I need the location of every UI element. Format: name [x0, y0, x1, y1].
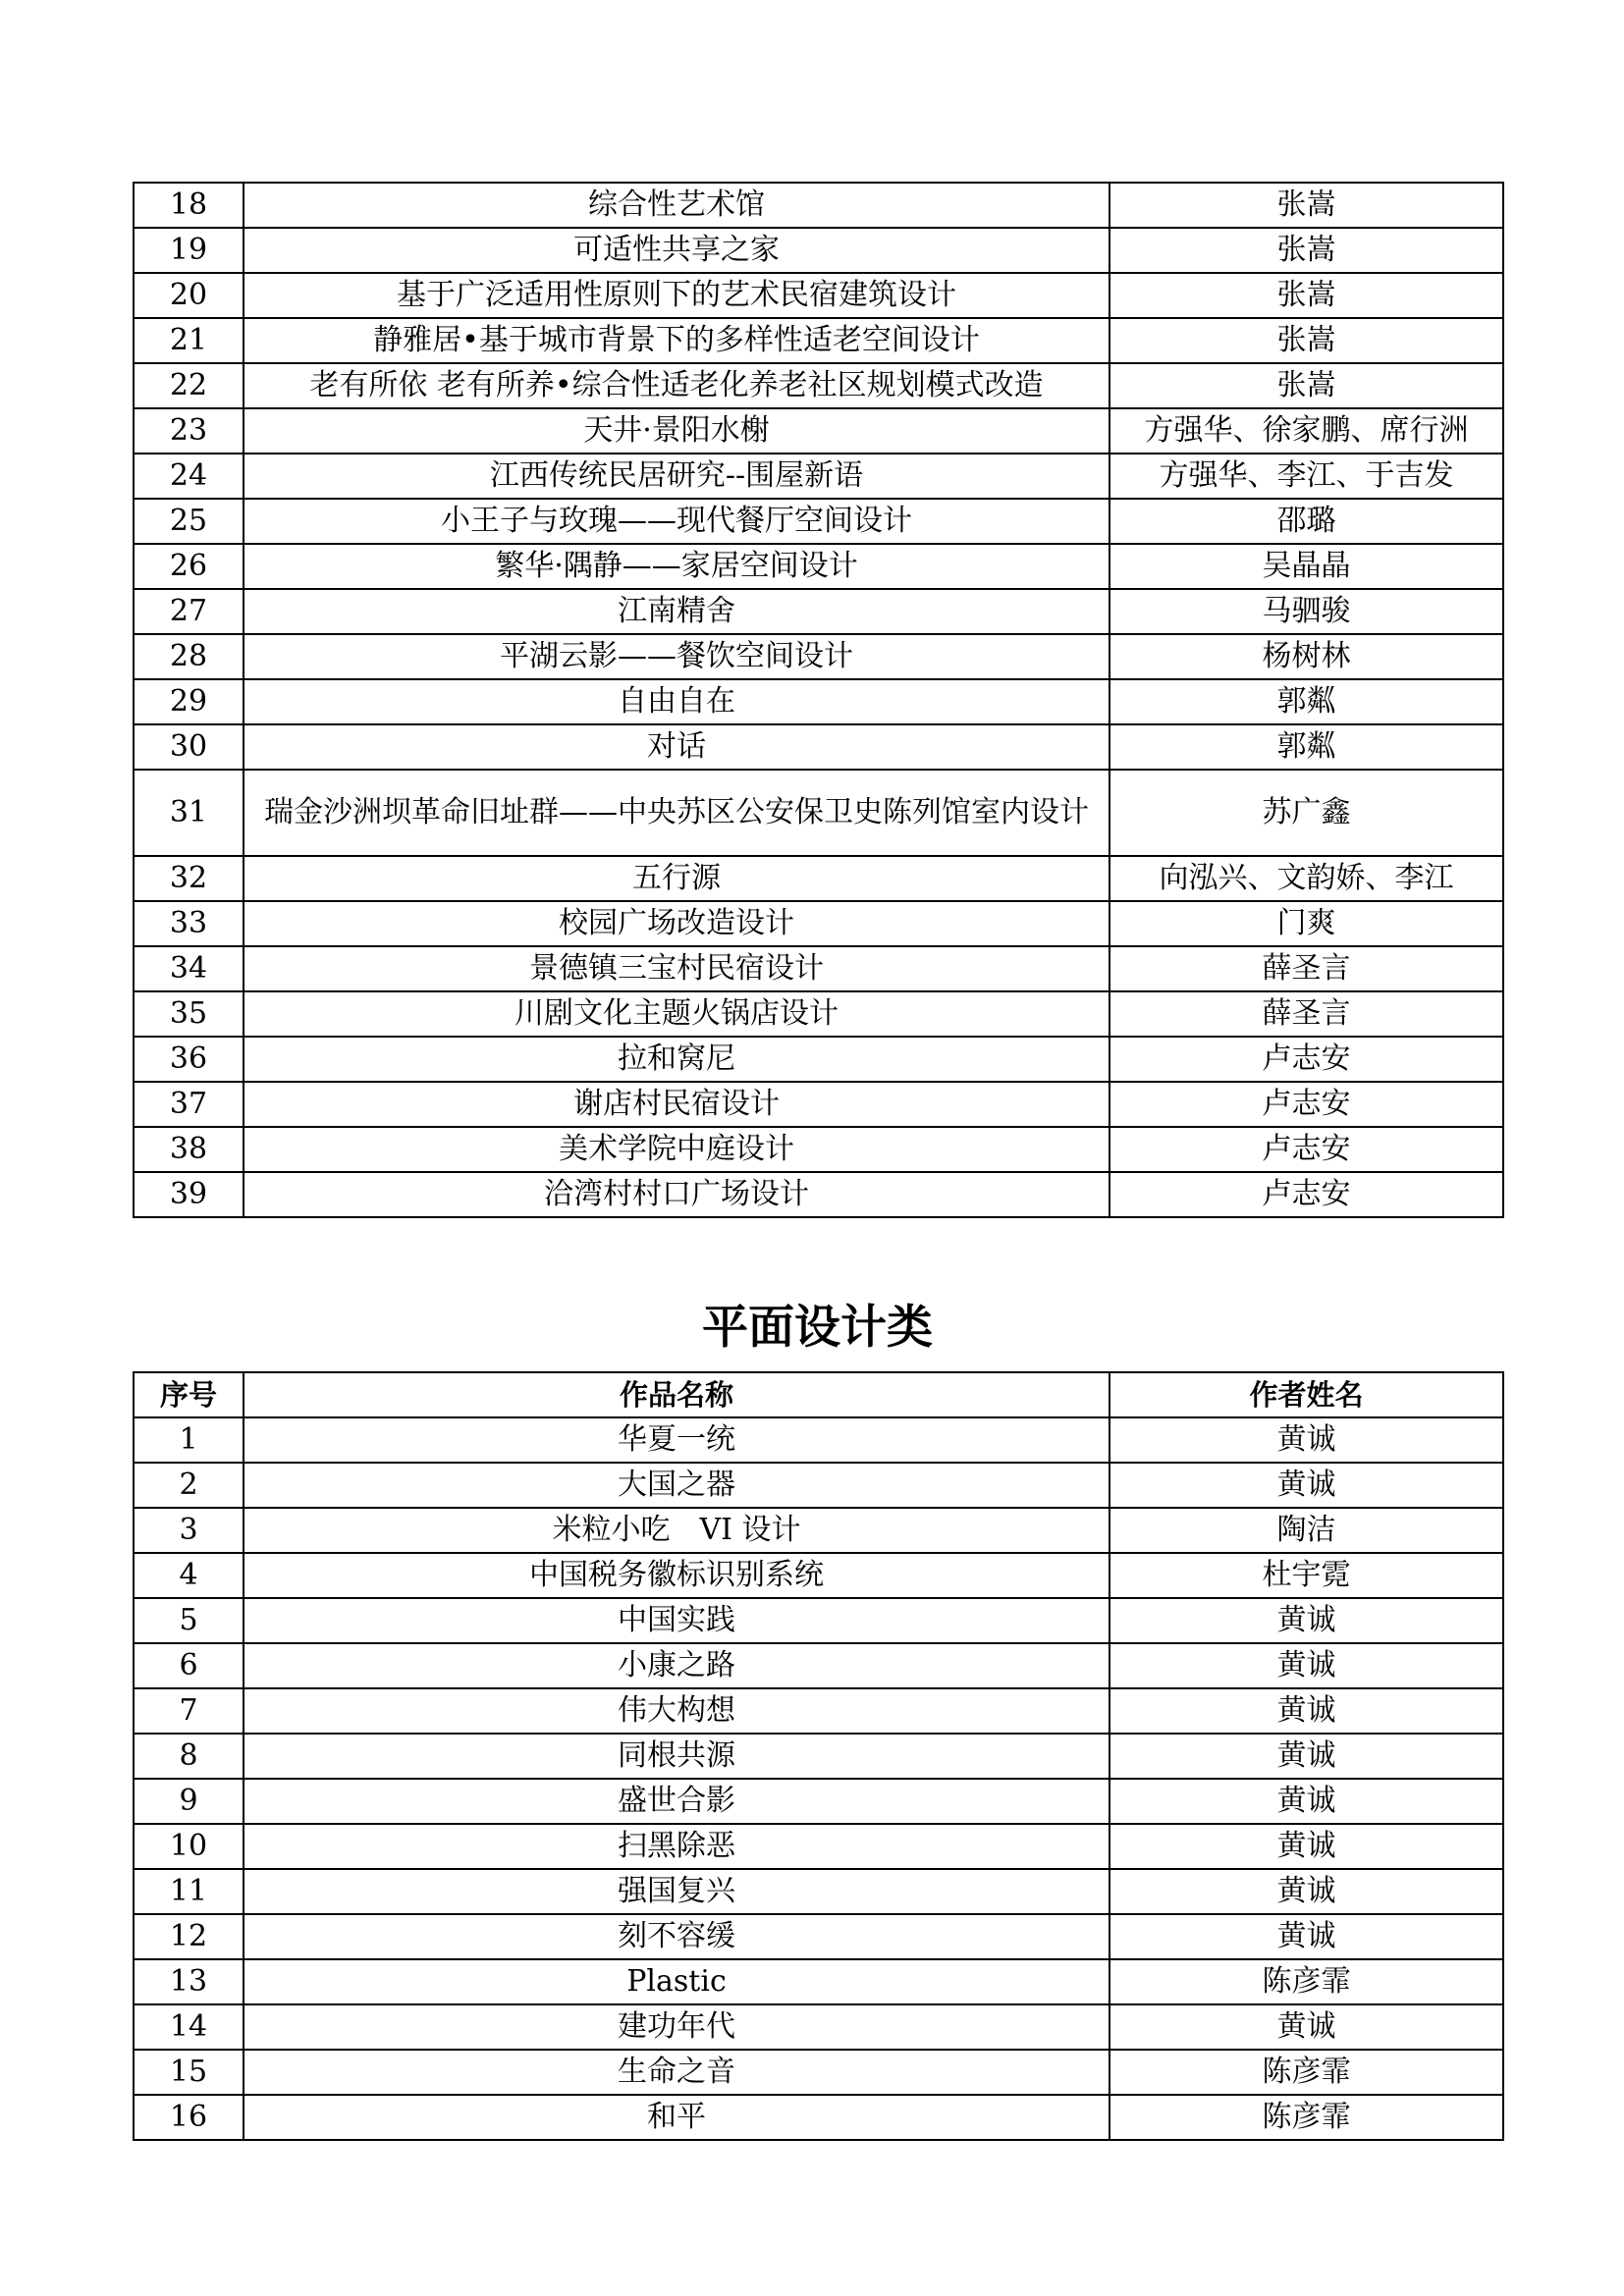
work-title: 五行源	[244, 856, 1110, 901]
work-title: 江西传统民居研究--围屋新语	[244, 454, 1110, 499]
author-name: 黄诚	[1110, 1779, 1503, 1824]
row-number: 1	[134, 1417, 244, 1463]
section-heading-graphic-design: 平面设计类	[702, 1301, 933, 1355]
row-number: 2	[134, 1463, 244, 1508]
row-number: 9	[134, 1779, 244, 1824]
table-row	[134, 544, 1503, 589]
work-title: 静雅居•基于城市背景下的多样性适老空间设计	[244, 318, 1110, 363]
header-number: 序号	[134, 1372, 244, 1417]
author-name: 薛圣言	[1110, 991, 1503, 1037]
work-title: 中国税务徽标识别系统	[244, 1553, 1110, 1598]
author-name: 杜宇霓	[1110, 1553, 1503, 1598]
row-number: 10	[134, 1824, 244, 1869]
work-title: 自由自在	[244, 679, 1110, 724]
table-row	[134, 408, 1503, 454]
row-number: 34	[134, 946, 244, 991]
table-row	[134, 991, 1503, 1037]
table-header-row	[134, 1372, 1503, 1417]
row-number: 39	[134, 1172, 244, 1217]
author-name: 马驷骏	[1110, 589, 1503, 634]
author-name: 方强华、徐家鹏、席行洲	[1110, 408, 1503, 454]
table-row	[134, 1082, 1503, 1127]
work-title: 校园广场改造设计	[244, 901, 1110, 946]
row-number: 12	[134, 1914, 244, 1959]
table-header	[134, 1372, 1503, 1417]
table-row	[134, 1463, 1503, 1508]
interior-design-table	[133, 182, 1504, 1218]
work-title: 生命之音	[244, 2050, 1110, 2095]
work-title: 洽湾村村口广场设计	[244, 1172, 1110, 1217]
author-name: 郭粼	[1110, 679, 1503, 724]
author-name: 陈彦霏	[1110, 2095, 1503, 2140]
table-row	[134, 901, 1503, 946]
work-title: 老有所依 老有所养•综合性适老化养老社区规划模式改造	[244, 363, 1110, 408]
table-row	[134, 856, 1503, 901]
author-name: 郭粼	[1110, 724, 1503, 770]
row-number: 6	[134, 1643, 244, 1688]
row-number: 14	[134, 2004, 244, 2050]
author-name: 门爽	[1110, 901, 1503, 946]
work-title: 江南精舍	[244, 589, 1110, 634]
table-row	[134, 1824, 1503, 1869]
table-row	[134, 1643, 1503, 1688]
table-row	[134, 1172, 1503, 1217]
row-number: 35	[134, 991, 244, 1037]
row-number: 19	[134, 228, 244, 273]
author-name: 黄诚	[1110, 1417, 1503, 1463]
table-row	[134, 228, 1503, 273]
table-row	[134, 183, 1503, 228]
row-number: 28	[134, 634, 244, 679]
table-row	[134, 273, 1503, 318]
row-number: 5	[134, 1598, 244, 1643]
row-number: 4	[134, 1553, 244, 1598]
table-row	[134, 1553, 1503, 1598]
graphic-design-table	[133, 1371, 1504, 2141]
work-title: 瑞金沙洲坝革命旧址群——中央苏区公安保卫史陈列馆室内设计	[244, 770, 1110, 856]
row-number: 36	[134, 1037, 244, 1082]
row-number: 13	[134, 1959, 244, 2004]
row-number: 30	[134, 724, 244, 770]
table-row	[134, 318, 1503, 363]
author-name: 陶洁	[1110, 1508, 1503, 1553]
table-row	[134, 1734, 1503, 1779]
row-number: 16	[134, 2095, 244, 2140]
author-name: 杨树林	[1110, 634, 1503, 679]
work-title: 刻不容缓	[244, 1914, 1110, 1959]
author-name: 黄诚	[1110, 1824, 1503, 1869]
row-number: 31	[134, 770, 244, 856]
table-row	[134, 1598, 1503, 1643]
row-number: 15	[134, 2050, 244, 2095]
table-row	[134, 1037, 1503, 1082]
table-row	[134, 499, 1503, 544]
work-title: 强国复兴	[244, 1869, 1110, 1914]
author-name: 黄诚	[1110, 1688, 1503, 1734]
work-title: 华夏一统	[244, 1417, 1110, 1463]
work-title: 景德镇三宝村民宿设计	[244, 946, 1110, 991]
author-name: 苏广鑫	[1110, 770, 1503, 856]
table-row	[134, 1914, 1503, 1959]
table-row	[134, 946, 1503, 991]
header-work-title: 作品名称	[244, 1372, 1110, 1417]
table-row	[134, 2004, 1503, 2050]
table-row	[134, 1869, 1503, 1914]
table-row	[134, 1508, 1503, 1553]
author-name: 张嵩	[1110, 318, 1503, 363]
row-number: 22	[134, 363, 244, 408]
row-number: 8	[134, 1734, 244, 1779]
work-title: 和平	[244, 2095, 1110, 2140]
header-author-name: 作者姓名	[1110, 1372, 1503, 1417]
work-title: 平湖云影——餐饮空间设计	[244, 634, 1110, 679]
author-name: 卢志安	[1110, 1082, 1503, 1127]
table-row	[134, 1127, 1503, 1172]
author-name: 黄诚	[1110, 1463, 1503, 1508]
interior-table-body	[134, 183, 1503, 1217]
row-number: 25	[134, 499, 244, 544]
table-row	[134, 679, 1503, 724]
work-title: 大国之器	[244, 1463, 1110, 1508]
author-name: 邵璐	[1110, 499, 1503, 544]
author-name: 黄诚	[1110, 2004, 1503, 2050]
author-name: 黄诚	[1110, 1734, 1503, 1779]
work-title: Plastic	[244, 1959, 1110, 2004]
table-row	[134, 770, 1503, 856]
row-number: 37	[134, 1082, 244, 1127]
author-name: 卢志安	[1110, 1127, 1503, 1172]
graphic-table-body	[134, 1417, 1503, 2140]
row-number: 20	[134, 273, 244, 318]
work-title: 小康之路	[244, 1643, 1110, 1688]
work-title: 小王子与玫瑰——现代餐厅空间设计	[244, 499, 1110, 544]
author-name: 黄诚	[1110, 1869, 1503, 1914]
row-number: 21	[134, 318, 244, 363]
table-row	[134, 454, 1503, 499]
author-name: 张嵩	[1110, 183, 1503, 228]
work-title: 基于广泛适用性原则下的艺术民宿建筑设计	[244, 273, 1110, 318]
author-name: 黄诚	[1110, 1643, 1503, 1688]
work-title: 中国实践	[244, 1598, 1110, 1643]
author-name: 陈彦霏	[1110, 2050, 1503, 2095]
author-name: 向泓兴、文韵娇、李江	[1110, 856, 1503, 901]
author-name: 陈彦霏	[1110, 1959, 1503, 2004]
author-name: 张嵩	[1110, 228, 1503, 273]
work-title: 繁华·隅静——家居空间设计	[244, 544, 1110, 589]
work-title: 可适性共享之家	[244, 228, 1110, 273]
author-name: 卢志安	[1110, 1037, 1503, 1082]
work-title: 综合性艺术馆	[244, 183, 1110, 228]
table-row	[134, 2095, 1503, 2140]
author-name: 薛圣言	[1110, 946, 1503, 991]
work-title: 伟大构想	[244, 1688, 1110, 1734]
work-title: 谢店村民宿设计	[244, 1082, 1110, 1127]
author-name: 方强华、李江、于吉发	[1110, 454, 1503, 499]
row-number: 38	[134, 1127, 244, 1172]
row-number: 33	[134, 901, 244, 946]
row-number: 18	[134, 183, 244, 228]
work-title: 扫黑除恶	[244, 1824, 1110, 1869]
table-row	[134, 2050, 1503, 2095]
row-number: 24	[134, 454, 244, 499]
row-number: 3	[134, 1508, 244, 1553]
work-title: 天井·景阳水榭	[244, 408, 1110, 454]
table-row	[134, 1688, 1503, 1734]
author-name: 卢志安	[1110, 1172, 1503, 1217]
table-row	[134, 724, 1503, 770]
table-row	[134, 1779, 1503, 1824]
work-title: 同根共源	[244, 1734, 1110, 1779]
row-number: 27	[134, 589, 244, 634]
row-number: 11	[134, 1869, 244, 1914]
author-name: 张嵩	[1110, 273, 1503, 318]
work-title: 米粒小吃 VI 设计	[244, 1508, 1110, 1553]
work-title: 川剧文化主题火锅店设计	[244, 991, 1110, 1037]
row-number: 26	[134, 544, 244, 589]
author-name: 吴晶晶	[1110, 544, 1503, 589]
author-name: 黄诚	[1110, 1598, 1503, 1643]
table-row	[134, 363, 1503, 408]
author-name: 黄诚	[1110, 1914, 1503, 1959]
row-number: 23	[134, 408, 244, 454]
row-number: 29	[134, 679, 244, 724]
row-number: 7	[134, 1688, 244, 1734]
work-title: 盛世合影	[244, 1779, 1110, 1824]
table-row	[134, 589, 1503, 634]
table-row	[134, 1417, 1503, 1463]
table-row	[134, 634, 1503, 679]
row-number: 32	[134, 856, 244, 901]
author-name: 张嵩	[1110, 363, 1503, 408]
work-title: 建功年代	[244, 2004, 1110, 2050]
work-title: 对话	[244, 724, 1110, 770]
table-row	[134, 1959, 1503, 2004]
work-title: 拉和窝尼	[244, 1037, 1110, 1082]
work-title: 美术学院中庭设计	[244, 1127, 1110, 1172]
